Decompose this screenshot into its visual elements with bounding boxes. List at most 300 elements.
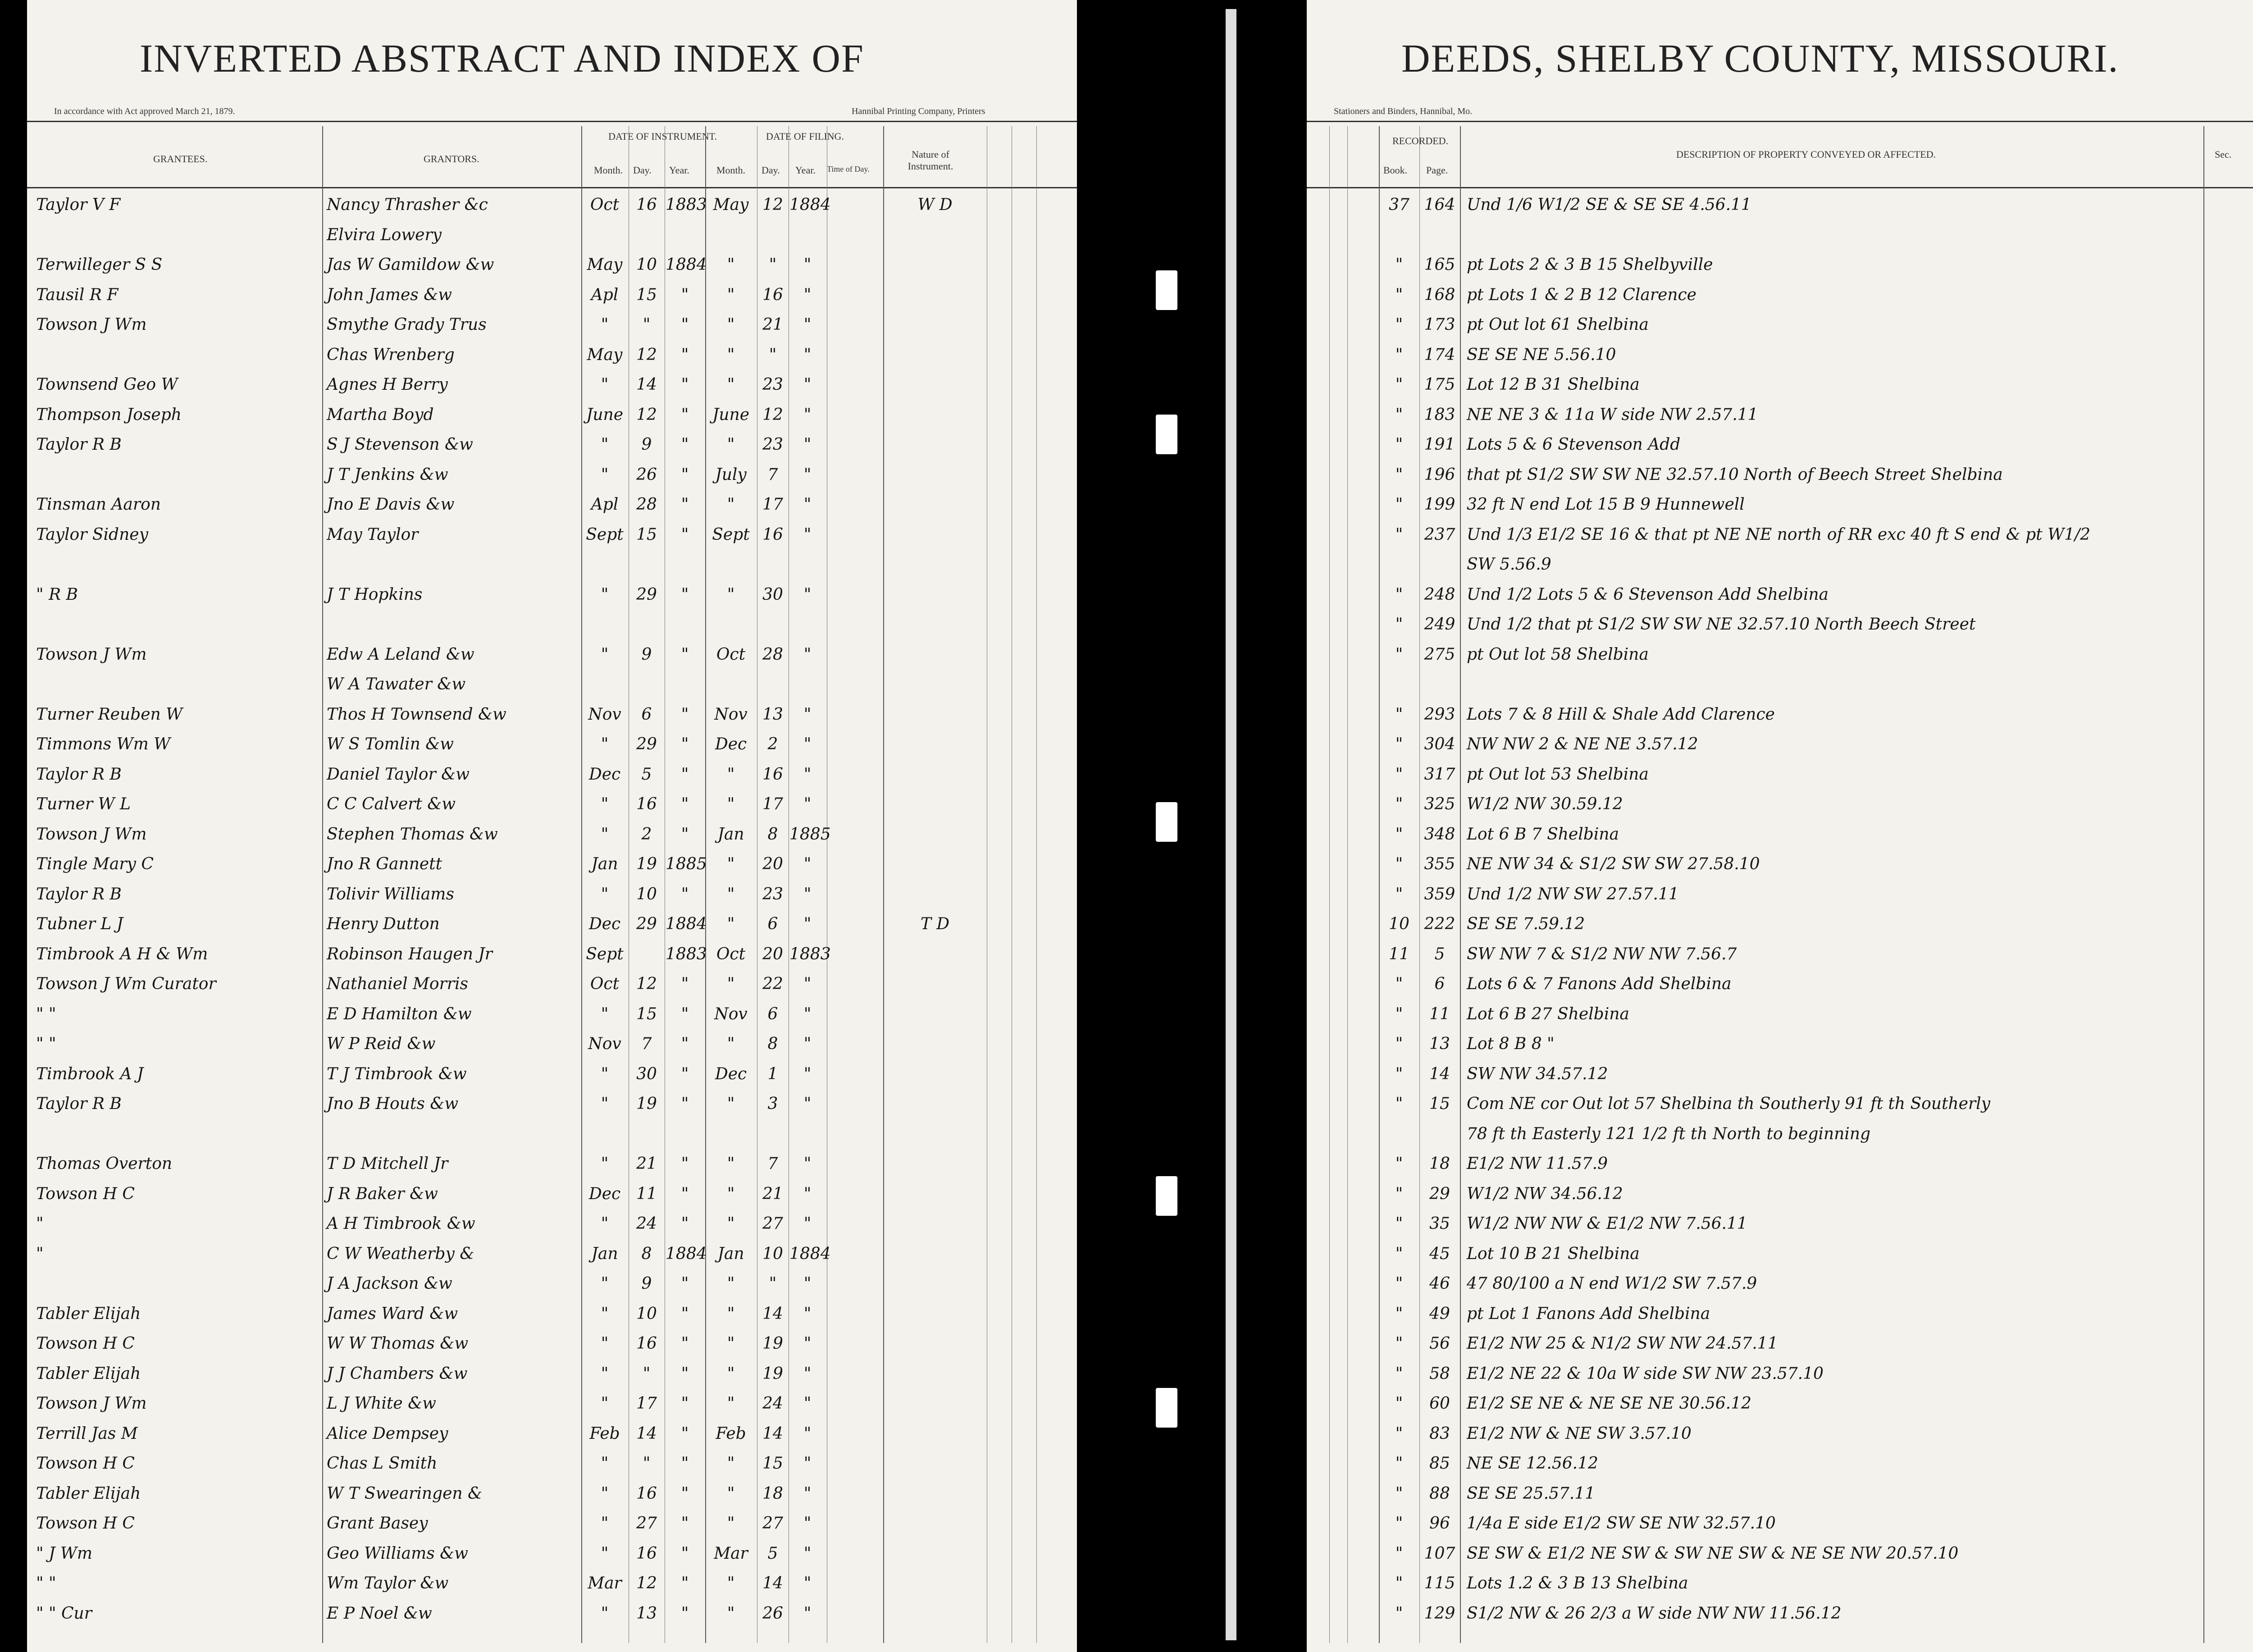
description-cell: Und 1/6 W1/2 SE & SE SE 4.56.11 — [1467, 196, 1751, 214]
instrument-month-cell: " — [601, 375, 609, 394]
instrument-year-cell: " — [681, 1394, 689, 1413]
filing-day-cell: 12 — [762, 196, 783, 214]
book-cell: " — [1395, 1394, 1403, 1413]
instrument-month-cell: " — [601, 1544, 609, 1563]
table-row — [1307, 1450, 2253, 1476]
book-cell: " — [1395, 1244, 1403, 1263]
right-ledger-page — [1307, 0, 2253, 1652]
table-row — [27, 911, 1077, 937]
grantee-cell: Thomas Overton — [36, 1155, 173, 1173]
filing-year-cell — [789, 224, 825, 247]
filing-month-cell: " — [727, 375, 735, 394]
filing-month-cell: " — [727, 1394, 735, 1413]
instrument-month-cell: " — [601, 1394, 609, 1413]
instrument-day-cell: 16 — [636, 196, 657, 214]
grantee-cell: Towson J Wm — [36, 315, 147, 334]
instrument-day-cell: 9 — [641, 645, 652, 664]
instrument-month-cell: " — [601, 435, 609, 454]
instrument-year-cell: " — [681, 1484, 689, 1503]
table-row — [1307, 1001, 2253, 1027]
filing-month-cell: " — [727, 915, 735, 933]
instrument-year-cell: " — [681, 1604, 689, 1623]
table-row — [27, 611, 1077, 637]
page-cell: 174 — [1424, 345, 1455, 364]
table-row — [1307, 971, 2253, 997]
instrument-day-cell: 11 — [636, 1184, 657, 1203]
description-cell: SW 5.56.9 — [1467, 555, 1551, 574]
grantor-cell: Smythe Grady Trus — [327, 315, 487, 334]
instrument-month-cell: " — [601, 1514, 609, 1533]
filing-month-cell: " — [727, 1274, 735, 1293]
grantor-cell: W T Swearingen & — [327, 1484, 483, 1503]
table-row — [1307, 1600, 2253, 1626]
description-cell: SW NW 34.57.12 — [1467, 1064, 1608, 1083]
instrument-day-cell: 13 — [636, 1604, 657, 1623]
left-ledger-page — [27, 0, 1077, 1652]
instrument-month-cell: " — [601, 1004, 609, 1023]
filing-month-cell — [706, 613, 756, 636]
filing-year-cell: " — [803, 405, 812, 424]
nature-cell — [884, 1602, 986, 1625]
grantee-cell: Towson H C — [36, 1334, 135, 1353]
instrument-year-cell: 1883 — [666, 945, 707, 963]
book-cell: " — [1395, 1155, 1403, 1173]
filing-month-cell: Dec — [715, 1064, 747, 1083]
nature-cell — [884, 1242, 986, 1266]
filing-year-cell: " — [803, 1035, 812, 1053]
table-row — [1307, 311, 2253, 338]
grantor-cell: James Ward &w — [327, 1304, 458, 1323]
page-cell: 191 — [1424, 435, 1455, 454]
instrument-day-cell: 29 — [636, 915, 657, 933]
description-cell: E1/2 NE 22 & 10a W side SW NW 23.57.10 — [1467, 1364, 1824, 1383]
table-row — [1307, 881, 2253, 907]
instrument-month-cell: " — [601, 1274, 609, 1293]
grantor-cell — [327, 613, 579, 636]
filing-year-cell: " — [803, 1004, 812, 1023]
instrument-year-cell: " — [681, 1214, 689, 1233]
grantee-cell: Tubner L J — [36, 915, 123, 933]
instrument-month-cell: " — [601, 1214, 609, 1233]
description-cell: E1/2 NW & NE SW 3.57.10 — [1467, 1424, 1692, 1443]
grantee-cell: Terwilleger S S — [36, 256, 163, 274]
grantee-cell: " " — [36, 1035, 56, 1053]
instrument-year-cell: " — [681, 1035, 689, 1053]
instrument-year-cell: " — [681, 1184, 689, 1203]
page-cell: 56 — [1429, 1334, 1450, 1353]
page-cell: 183 — [1424, 405, 1455, 424]
instrument-day-cell: 8 — [641, 1244, 652, 1263]
filing-day-cell: 17 — [762, 495, 783, 514]
table-row — [1307, 192, 2253, 218]
table-row — [27, 192, 1077, 218]
instrument-month-cell: " — [601, 1064, 609, 1083]
book-gutter — [1077, 0, 1307, 1652]
instrument-day-cell: 5 — [641, 765, 652, 784]
table-row — [27, 971, 1077, 997]
instrument-year-cell: " — [681, 1364, 689, 1383]
table-row — [1307, 1270, 2253, 1296]
grantor-cell: T J Timbrook &w — [327, 1064, 467, 1083]
filing-day-cell: 16 — [762, 765, 783, 784]
nature-cell — [884, 1152, 986, 1176]
instrument-month-cell — [582, 553, 627, 576]
table-row — [27, 641, 1077, 667]
table-row — [1307, 1241, 2253, 1267]
description-cell: Lot 6 B 27 Shelbina — [1467, 1004, 1629, 1023]
book-cell: " — [1395, 585, 1403, 604]
table-row — [1307, 1150, 2253, 1177]
instrument-year-cell: " — [681, 1274, 689, 1293]
filing-day-cell: " — [769, 256, 777, 274]
page-cell: 60 — [1429, 1394, 1450, 1413]
instrument-month-cell: Dec — [588, 765, 621, 784]
instrument-month-header: Month. — [594, 164, 623, 176]
instrument-day-cell: 9 — [641, 1274, 652, 1293]
binding-tab — [1156, 270, 1177, 310]
act-note: In accordance with Act approved March 21, 1879. — [54, 106, 235, 116]
filing-month-cell: " — [727, 975, 735, 993]
instrument-day-cell — [629, 943, 664, 966]
filing-month-cell: Sept — [712, 525, 750, 544]
instrument-day-cell — [629, 673, 664, 696]
nature-cell — [884, 403, 986, 427]
nature-cell — [884, 553, 986, 576]
description-cell: 32 ft N end Lot 15 B 9 Hunnewell — [1467, 495, 1745, 514]
nature-cell — [884, 224, 986, 247]
grantee-cell: Timmons Wm W — [36, 735, 171, 753]
table-row — [27, 1001, 1077, 1027]
instrument-year-cell: " — [681, 1095, 689, 1113]
description-cell: Und 1/3 E1/2 SE 16 & that pt NE NE north of RR exc 40 ft S end & pt W1/2 — [1467, 525, 2091, 544]
header-bottom-rule — [1307, 187, 2253, 188]
description-cell — [1467, 673, 2201, 696]
table-row — [27, 551, 1077, 577]
instrument-year-cell: 1885 — [666, 855, 707, 873]
grantee-cell: Towson J Wm — [36, 1394, 147, 1413]
page-cell: 11 — [1429, 1004, 1450, 1023]
table-row — [27, 1150, 1077, 1177]
filing-month-cell: Jan — [717, 1244, 744, 1263]
nature-cell — [884, 1032, 986, 1056]
description-cell: Und 1/2 Lots 5 & 6 Stevenson Add Shelbina — [1467, 585, 1829, 604]
table-row — [27, 1390, 1077, 1416]
instrument-month-cell — [582, 224, 627, 247]
grantor-cell: W P Reid &w — [327, 1035, 436, 1053]
table-row — [27, 1510, 1077, 1536]
grantor-cell: Stephen Thomas &w — [327, 825, 498, 844]
page-cell: 49 — [1429, 1304, 1450, 1323]
description-cell: SE SE NE 5.56.10 — [1467, 345, 1616, 364]
description-cell: NE SE 12.56.12 — [1467, 1454, 1598, 1473]
grantor-cell: Robinson Haugen Jr — [327, 945, 493, 963]
description-cell: Lot 6 B 7 Shelbina — [1467, 825, 1619, 844]
instrument-day-cell: 7 — [641, 1035, 652, 1053]
grantee-cell: Thompson Joseph — [36, 405, 182, 424]
grantee-cell: Tinsman Aaron — [36, 495, 161, 514]
instrument-year-cell: " — [681, 345, 689, 364]
instrument-year-cell: 1884 — [666, 915, 707, 933]
book-cell: " — [1395, 975, 1403, 993]
book-cell: " — [1395, 465, 1403, 484]
instrument-year-cell: " — [681, 1304, 689, 1323]
nature-cell: W D — [917, 196, 953, 214]
instrument-month-cell: " — [601, 1155, 609, 1173]
filing-month-cell: " — [727, 1574, 735, 1593]
left-page-title: INVERTED ABSTRACT AND INDEX OF — [140, 37, 864, 81]
grantee-cell: Timbrook A J — [36, 1064, 144, 1083]
filing-day-cell: 16 — [762, 525, 783, 544]
table-row — [27, 941, 1077, 967]
table-row — [27, 581, 1077, 607]
book-cell: " — [1395, 1514, 1403, 1533]
filing-year-cell: " — [803, 915, 812, 933]
filing-month-cell: " — [727, 795, 735, 813]
filing-month-cell: " — [727, 855, 735, 873]
page-cell: 18 — [1429, 1155, 1450, 1173]
instrument-day-cell: 15 — [636, 525, 657, 544]
instrument-day-cell: 12 — [636, 345, 657, 364]
instrument-month-cell: " — [601, 1454, 609, 1473]
table-row — [27, 881, 1077, 907]
instrument-day-cell — [629, 224, 664, 247]
book-cell: " — [1395, 1454, 1403, 1473]
filing-day-cell: 3 — [767, 1095, 778, 1113]
book-cell: " — [1395, 1184, 1403, 1203]
book-cell: " — [1395, 315, 1403, 334]
filing-month-cell: July — [715, 465, 747, 484]
table-row — [27, 1031, 1077, 1057]
description-cell: NE NW 34 & S1/2 SW SW 27.58.10 — [1467, 855, 1760, 873]
grantor-cell: Grant Basey — [327, 1514, 428, 1533]
grantee-cell — [36, 224, 315, 247]
page-cell: 355 — [1424, 855, 1455, 873]
instrument-month-cell: " — [601, 885, 609, 904]
grantors-header: GRANTORS. — [424, 153, 479, 164]
grantor-cell: Agnes H Berry — [327, 375, 448, 394]
description-cell: W1/2 NW 30.59.12 — [1467, 795, 1623, 813]
description-cell: SE SW & E1/2 NE SW & SW NE SW & NE SE NW 20.57.10 — [1467, 1544, 1959, 1563]
filing-day-cell: 15 — [762, 1454, 783, 1473]
table-row — [27, 431, 1077, 457]
instrument-year-header: Year. — [669, 164, 689, 176]
instrument-day-cell: 16 — [636, 795, 657, 813]
instrument-year-cell: " — [681, 375, 689, 394]
grantee-cell: Tabler Elijah — [36, 1484, 141, 1503]
grantee-cell — [36, 613, 315, 636]
grantee-cell: Towson H C — [36, 1184, 135, 1203]
grantor-cell: Geo Williams &w — [327, 1544, 468, 1563]
filing-year-cell: 1883 — [789, 945, 831, 963]
filing-year-cell: " — [803, 256, 812, 274]
filing-year-cell: " — [803, 585, 812, 604]
filing-month-cell: " — [727, 315, 735, 334]
grantee-cell: Towson J Wm — [36, 645, 147, 664]
grantor-cell: Alice Dempsey — [327, 1424, 448, 1443]
nature-cell — [884, 463, 986, 487]
table-row — [1307, 282, 2253, 308]
page-cell: 88 — [1429, 1484, 1450, 1503]
header-top-rule — [1307, 121, 2253, 122]
binders-note: Stationers and Binders, Hannibal, Mo. — [1334, 106, 1473, 116]
table-row — [27, 701, 1077, 727]
instrument-day-cell: 12 — [636, 975, 657, 993]
grantee-cell — [36, 1272, 315, 1296]
instrument-year-cell: " — [681, 705, 689, 724]
page-cell: 15 — [1429, 1095, 1450, 1113]
instrument-day-cell: 16 — [636, 1544, 657, 1563]
filing-day-cell: 7 — [767, 465, 778, 484]
description-cell: Lot 10 B 21 Shelbina — [1467, 1244, 1640, 1263]
description-header: DESCRIPTION OF PROPERTY CONVEYED OR AFFECTED. — [1676, 149, 1936, 160]
instrument-day-cell — [629, 553, 664, 576]
filing-year-cell: " — [803, 1334, 812, 1353]
filing-month-cell: " — [727, 1304, 735, 1323]
book-cell: " — [1395, 1424, 1403, 1443]
description-cell: E1/2 NW 25 & N1/2 SW NW 24.57.11 — [1467, 1334, 1778, 1353]
binding-tab — [1156, 1388, 1177, 1428]
instrument-month-cell — [582, 1123, 627, 1146]
book-cell — [1380, 224, 1418, 247]
page-cell: 5 — [1434, 945, 1445, 963]
page-cell: 13 — [1429, 1035, 1450, 1053]
instrument-month-cell: " — [601, 1484, 609, 1503]
nature-cell — [884, 433, 986, 456]
grantor-cell: C W Weatherby & — [327, 1244, 474, 1263]
filing-year-cell: " — [803, 645, 812, 664]
filing-month-cell: " — [727, 1035, 735, 1053]
right-page-title: DEEDS, SHELBY COUNTY, MISSOURI. — [1401, 37, 2119, 81]
table-row — [27, 1420, 1077, 1447]
sec-header: Sec. — [2215, 149, 2232, 160]
book-cell: " — [1395, 1064, 1403, 1083]
book-cell: " — [1395, 1304, 1403, 1323]
filing-month-cell: Jan — [717, 825, 744, 844]
page-cell: 107 — [1424, 1544, 1455, 1563]
grantor-cell: Elvira Lowery — [327, 225, 442, 244]
instrument-month-cell: Oct — [590, 975, 620, 993]
grantor-cell: J R Baker &w — [327, 1184, 438, 1203]
page-cell: 29 — [1429, 1184, 1450, 1203]
instrument-year-cell: " — [681, 585, 689, 604]
instrument-year-cell: " — [681, 1544, 689, 1563]
filing-day-cell — [758, 673, 788, 696]
book-cell: " — [1395, 1484, 1403, 1503]
grantee-cell: " J Wm — [36, 1544, 93, 1563]
filing-month-cell: June — [712, 405, 750, 424]
description-cell: 1/4a E side E1/2 SW SE NW 32.57.10 — [1467, 1514, 1776, 1533]
instrument-day-cell: 17 — [636, 1394, 657, 1413]
instrument-day-cell: 16 — [636, 1484, 657, 1503]
filing-month-cell: Nov — [714, 705, 748, 724]
table-row — [27, 731, 1077, 757]
instrument-month-cell: Jan — [591, 1244, 618, 1263]
page-cell: 199 — [1424, 495, 1455, 514]
grantor-cell: Jno B Houts &w — [327, 1095, 459, 1113]
filing-month-cell: " — [727, 435, 735, 454]
grantee-cell: Taylor Sidney — [36, 525, 148, 544]
filing-day-cell: 10 — [762, 1244, 783, 1263]
filing-month-cell: " — [727, 1184, 735, 1203]
instrument-day-cell: 10 — [636, 1304, 657, 1323]
table-row — [1307, 581, 2253, 607]
table-row — [27, 791, 1077, 817]
instrument-day-cell: 6 — [641, 705, 652, 724]
filing-day-cell: 14 — [762, 1424, 783, 1443]
grantor-cell — [327, 553, 579, 576]
table-row — [1307, 1031, 2253, 1057]
grantor-cell: W W Thomas &w — [327, 1334, 469, 1353]
nature-cell — [884, 613, 986, 636]
filing-day-cell: 19 — [762, 1334, 783, 1353]
filing-year-cell: " — [803, 1184, 812, 1203]
table-row — [27, 371, 1077, 397]
description-cell: pt Lots 2 & 3 B 15 Shelbyville — [1467, 256, 1713, 274]
instrument-month-cell: Jan — [591, 855, 618, 873]
book-cell: " — [1395, 495, 1403, 514]
grantee-cell: Turner Reuben W — [36, 705, 183, 724]
instrument-month-cell: May — [587, 256, 623, 274]
description-cell: W1/2 NW 34.56.12 — [1467, 1184, 1623, 1203]
filing-day-cell: 5 — [767, 1544, 778, 1563]
filing-year-cell — [789, 553, 825, 576]
page-cell: 96 — [1429, 1514, 1450, 1533]
book-cell: " — [1395, 1334, 1403, 1353]
nature-cell — [884, 1512, 986, 1535]
grantor-cell: J J Chambers &w — [327, 1364, 468, 1383]
instrument-day-cell: 28 — [636, 495, 657, 514]
filing-day-cell: 21 — [762, 1184, 783, 1203]
grantee-cell — [36, 343, 315, 367]
instrument-month-cell: " — [601, 1364, 609, 1383]
description-cell: SE SE 25.57.11 — [1467, 1484, 1596, 1503]
page-cell: 129 — [1424, 1604, 1455, 1623]
filing-day-cell: 18 — [762, 1484, 783, 1503]
grantee-cell: Townsend Geo W — [36, 375, 178, 394]
grantor-cell: May Taylor — [327, 525, 419, 544]
page-edge — [1226, 9, 1236, 1640]
filing-day-cell: 27 — [762, 1214, 783, 1233]
table-row — [1307, 1061, 2253, 1087]
book-cell: 11 — [1389, 945, 1409, 963]
page-cell — [1420, 673, 1459, 696]
grantor-cell: Nancy Thrasher &c — [327, 196, 488, 214]
instrument-month-cell — [582, 613, 627, 636]
page-cell: 237 — [1424, 525, 1455, 544]
filing-day-cell: 16 — [762, 285, 783, 304]
filing-month-cell: Dec — [715, 735, 747, 753]
filing-day-cell: 17 — [762, 795, 783, 813]
description-cell: 78 ft th Easterly 121 1/2 ft th North to beginning — [1467, 1124, 1871, 1143]
instrument-month-cell: " — [601, 1095, 609, 1113]
nature-cell — [884, 733, 986, 756]
grantor-cell: Edw A Leland &w — [327, 645, 474, 664]
book-cell: " — [1395, 885, 1403, 904]
filing-year-cell: " — [803, 1544, 812, 1563]
nature-cell — [884, 1362, 986, 1386]
instrument-year-cell: " — [681, 525, 689, 544]
description-cell: NE NE 3 & 11a W side NW 2.57.11 — [1467, 405, 1758, 424]
table-row — [27, 821, 1077, 847]
filing-year-cell: " — [803, 345, 812, 364]
table-row — [27, 1600, 1077, 1626]
filing-year-cell: " — [803, 465, 812, 484]
grantees-header: GRANTEES. — [153, 153, 208, 164]
book-cell: " — [1395, 645, 1403, 664]
instrument-year-cell: " — [681, 285, 689, 304]
grantor-cell: Jno E Davis &w — [327, 495, 455, 514]
nature-cell — [884, 313, 986, 337]
